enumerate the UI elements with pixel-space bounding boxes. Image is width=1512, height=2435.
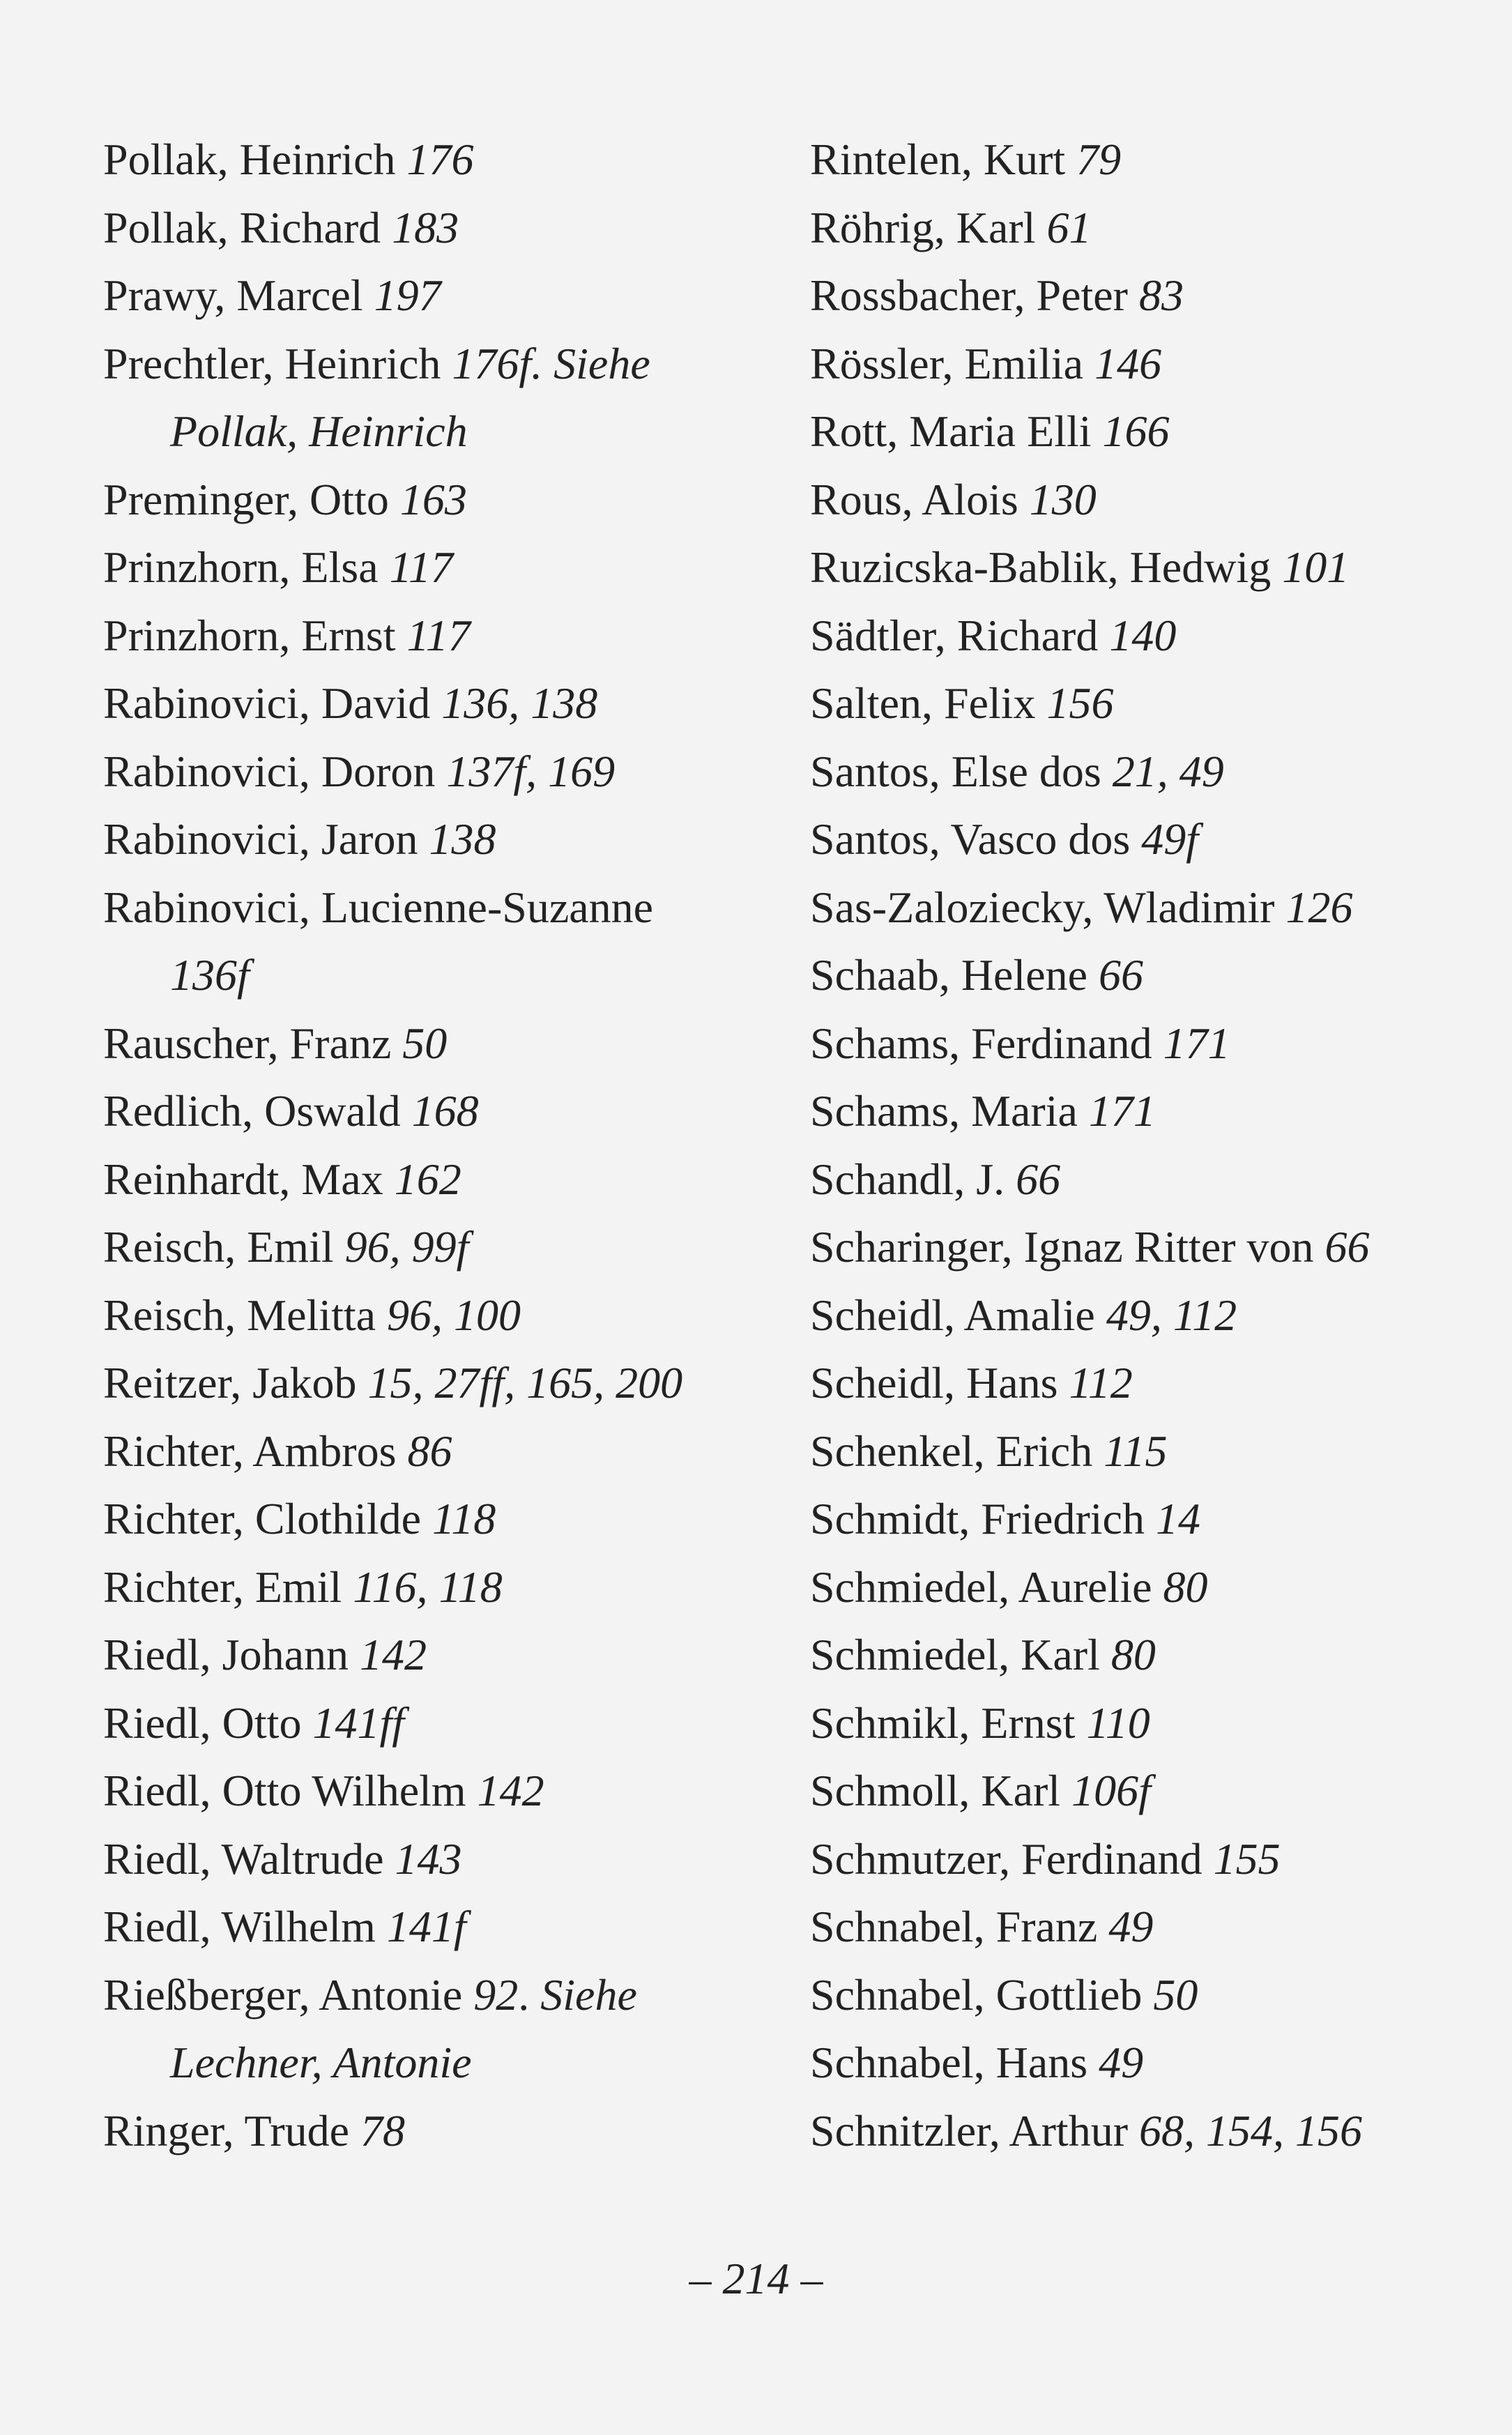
entry-name: Reinhardt, Max xyxy=(103,1154,383,1204)
entry-name: Schnabel, Gottlieb xyxy=(810,1969,1143,2020)
index-entry xyxy=(810,1077,1472,1145)
index-entry xyxy=(103,261,765,330)
entry-name: Prinzhorn, Elsa xyxy=(103,542,379,592)
entry-pages: 130 xyxy=(1029,474,1097,524)
entry-pages: 101 xyxy=(1282,542,1350,592)
page-number: – 214 – xyxy=(689,2254,823,2303)
index-entry xyxy=(810,125,1472,194)
entry-pages: 142 xyxy=(477,1766,544,1815)
index-entry xyxy=(810,1485,1472,1553)
entry-name: Prechtler, Heinrich xyxy=(103,338,441,388)
index-entry xyxy=(810,194,1472,262)
index-entry xyxy=(810,397,1472,466)
entry-pages: 50 xyxy=(402,1018,448,1068)
entry-name: Richter, Emil xyxy=(103,1562,342,1612)
entry-continuation: Pollak, Heinrich xyxy=(170,406,468,456)
entry-name: Riedl, Otto xyxy=(103,1697,302,1748)
entry-name: Pollak, Heinrich xyxy=(103,135,396,184)
index-entry xyxy=(810,1281,1472,1350)
index-entry xyxy=(103,1825,765,1893)
entry-pages: 143 xyxy=(395,1833,462,1884)
entry-pages: 183 xyxy=(392,202,459,252)
entry-pages: 14 xyxy=(1155,1494,1200,1543)
entry-name: Röhrig, Karl xyxy=(810,202,1036,252)
entry-name: Scharinger, Ignaz Ritter von xyxy=(810,1222,1314,1272)
entry-name: Richter, Clothilde xyxy=(103,1494,422,1543)
entry-name: Scheidl, Hans xyxy=(810,1358,1058,1407)
entry-punctuation: . xyxy=(518,1969,530,2020)
entry-name: Riedl, Wilhelm xyxy=(103,1902,376,1951)
entry-name: Richter, Ambros xyxy=(103,1426,397,1476)
index-entry xyxy=(810,1417,1472,1486)
entry-name: Schams, Ferdinand xyxy=(810,1018,1152,1068)
entry-pages: 136, 138 xyxy=(441,678,598,728)
entry-name: Rabinovici, Lucienne-Suzanne xyxy=(103,882,654,932)
entry-name: Rabinovici, David xyxy=(103,678,431,728)
entry-name: Schmikl, Ernst xyxy=(810,1697,1076,1748)
entry-name: Ringer, Trude xyxy=(103,2105,350,2155)
entry-pages: 171 xyxy=(1163,1018,1230,1068)
entry-pages: 106f xyxy=(1071,1766,1151,1815)
entry-pages: 146 xyxy=(1094,338,1162,388)
entry-pages: 126 xyxy=(1285,882,1353,932)
entry-pages: 49 xyxy=(1108,1902,1154,1951)
entry-name: Schandl, J. xyxy=(810,1154,1005,1204)
entry-name: Reisch, Emil xyxy=(103,1222,334,1272)
index-entry xyxy=(810,738,1472,806)
entry-name: Riedl, Johann xyxy=(103,1630,349,1679)
index-entry xyxy=(103,466,765,534)
index-entry xyxy=(810,1621,1472,1689)
entry-name: Rossbacher, Peter xyxy=(810,270,1128,320)
entry-pages: 78 xyxy=(360,2105,406,2155)
index-entry xyxy=(103,1485,765,1553)
entry-pages: 176f. xyxy=(452,338,543,388)
entry-name: Rott, Maria Elli xyxy=(810,406,1092,456)
entry-pages: 15, 27ff, 165, 200 xyxy=(367,1358,683,1407)
entry-pages: 49, 112 xyxy=(1106,1290,1237,1340)
index-entry xyxy=(103,1213,765,1281)
entry-see-reference: Siehe xyxy=(540,1969,637,2020)
entry-pages: 96, 100 xyxy=(387,1290,521,1340)
index-entry xyxy=(103,1553,765,1621)
index-entry xyxy=(103,669,765,738)
entry-name: Ruzicska-Bablik, Hedwig xyxy=(810,542,1272,592)
entry-pages: 80 xyxy=(1163,1562,1208,1612)
entry-name: Santos, Vasco dos xyxy=(810,814,1131,864)
index-entry xyxy=(103,1893,765,1961)
index-entry xyxy=(810,669,1472,738)
entry-pages: 176 xyxy=(406,135,474,184)
index-entry xyxy=(810,466,1472,534)
entry-name: Reisch, Melitta xyxy=(103,1290,376,1340)
index-entry xyxy=(103,1281,765,1350)
entry-pages: 79 xyxy=(1076,135,1122,184)
entry-name: Schnitzler, Arthur xyxy=(810,2105,1128,2155)
entry-name: Rintelen, Kurt xyxy=(810,135,1066,184)
entry-name: Prinzhorn, Ernst xyxy=(103,610,396,660)
index-entry xyxy=(103,805,765,873)
index-entry xyxy=(810,1009,1472,1078)
entry-pages: 118 xyxy=(432,1494,496,1543)
entry-name: Schenkel, Erich xyxy=(810,1426,1093,1476)
index-entry xyxy=(103,1077,765,1145)
entry-pages: 137f, 169 xyxy=(446,746,616,796)
entry-pages: 92 xyxy=(473,1969,519,2020)
index-entry xyxy=(810,533,1472,602)
entry-pages: 49f xyxy=(1141,814,1199,864)
entry-name: Schmiedel, Karl xyxy=(810,1630,1100,1679)
entry-name: Rießberger, Antonie xyxy=(103,1969,463,2020)
index-entry xyxy=(103,1757,765,1825)
entry-name: Sas-Zaloziecky, Wladimir xyxy=(810,882,1275,932)
entry-pages: 171 xyxy=(1088,1086,1156,1136)
entry-pages: 86 xyxy=(407,1426,452,1476)
entry-continuation: 136f xyxy=(170,950,250,1000)
entry-pages: 141ff xyxy=(312,1697,404,1748)
entry-pages: 197 xyxy=(374,270,441,320)
index-entry xyxy=(103,1009,765,1078)
entry-pages: 168 xyxy=(411,1086,479,1136)
entry-pages: 83 xyxy=(1138,270,1184,320)
entry-name: Scheidl, Amalie xyxy=(810,1290,1095,1340)
entry-pages: 166 xyxy=(1102,406,1170,456)
entry-name: Schnabel, Franz xyxy=(810,1902,1098,1951)
index-entry xyxy=(810,873,1472,942)
index-entry xyxy=(103,2097,765,2165)
index-entry xyxy=(103,330,765,466)
entry-name: Redlich, Oswald xyxy=(103,1086,401,1136)
entry-pages: 66 xyxy=(1016,1154,1061,1204)
entry-pages: 117 xyxy=(389,542,453,592)
index-entry xyxy=(810,1825,1472,1893)
entry-pages: 155 xyxy=(1213,1833,1281,1884)
entry-pages: 112 xyxy=(1069,1358,1133,1407)
entry-name: Schmoll, Karl xyxy=(810,1766,1061,1815)
index-entry xyxy=(810,2029,1472,2097)
index-entry xyxy=(810,602,1472,670)
entry-pages: 140 xyxy=(1109,610,1177,660)
entry-pages: 21, 49 xyxy=(1112,746,1224,796)
entry-name: Rous, Alois xyxy=(810,474,1018,524)
index-entry xyxy=(103,1689,765,1757)
entry-name: Rabinovici, Jaron xyxy=(103,814,418,864)
index-entry xyxy=(103,533,765,602)
index-entry xyxy=(103,1349,765,1417)
entry-name: Rabinovici, Doron xyxy=(103,746,436,796)
index-entry xyxy=(810,1893,1472,1961)
index-entry xyxy=(810,2097,1472,2165)
entry-pages: 61 xyxy=(1046,202,1092,252)
entry-pages: 49 xyxy=(1099,2038,1144,2087)
entry-name: Schams, Maria xyxy=(810,1086,1078,1136)
entry-name: Schaab, Helene xyxy=(810,950,1088,1000)
entry-name: Schmiedel, Aurelie xyxy=(810,1562,1152,1612)
entry-pages: 66 xyxy=(1324,1222,1370,1272)
index-entry xyxy=(810,941,1472,1009)
entry-name: Schmidt, Friedrich xyxy=(810,1494,1145,1543)
entry-name: Schnabel, Hans xyxy=(810,2038,1088,2087)
entry-name: Schmutzer, Ferdinand xyxy=(810,1833,1202,1884)
entry-pages: 80 xyxy=(1110,1630,1156,1679)
entry-pages: 115 xyxy=(1104,1426,1168,1476)
index-entry xyxy=(810,1145,1472,1214)
index-column-left xyxy=(103,125,765,2165)
entry-name: Rauscher, Franz xyxy=(103,1018,392,1068)
index-entry xyxy=(810,1553,1472,1621)
entry-name: Rössler, Emilia xyxy=(810,338,1084,388)
entry-name: Pollak, Richard xyxy=(103,202,381,252)
entry-pages: 156 xyxy=(1046,678,1114,728)
entry-name: Sädtler, Richard xyxy=(810,610,1099,660)
index-entry xyxy=(103,194,765,262)
index-entry xyxy=(810,1213,1472,1281)
index-entry xyxy=(103,1621,765,1689)
entry-name: Preminger, Otto xyxy=(103,474,389,524)
entry-pages: 110 xyxy=(1086,1697,1150,1748)
entry-pages: 141f xyxy=(386,1902,466,1951)
entry-pages: 162 xyxy=(394,1154,461,1204)
index-entry xyxy=(103,1961,765,2097)
entry-see-reference: Siehe xyxy=(553,338,650,388)
entry-name: Santos, Else dos xyxy=(810,746,1101,796)
index-column-right xyxy=(810,125,1472,2165)
entry-pages: 142 xyxy=(359,1630,427,1679)
entry-pages: 68, 154, 156 xyxy=(1139,2105,1362,2155)
entry-name: Riedl, Waltrude xyxy=(103,1833,384,1884)
index-entry xyxy=(103,125,765,194)
index-entry xyxy=(103,873,765,1009)
index-entry xyxy=(810,261,1472,330)
entry-name: Riedl, Otto Wilhelm xyxy=(103,1766,466,1815)
index-entry xyxy=(810,805,1472,873)
entry-name: Prawy, Marcel xyxy=(103,270,363,320)
index-entry xyxy=(103,1417,765,1486)
entry-pages: 96, 99f xyxy=(344,1222,469,1272)
index-entry xyxy=(103,1145,765,1214)
entry-pages: 138 xyxy=(429,814,496,864)
index-entry xyxy=(103,738,765,806)
entry-pages: 117 xyxy=(406,610,471,660)
index-entry xyxy=(810,1961,1472,2029)
index-entry xyxy=(103,602,765,670)
index-entry xyxy=(810,330,1472,398)
index-entry xyxy=(810,1757,1472,1825)
entry-name: Salten, Felix xyxy=(810,678,1036,728)
entry-pages: 163 xyxy=(399,474,467,524)
index-entry xyxy=(810,1689,1472,1757)
entry-pages: 50 xyxy=(1153,1969,1198,2020)
entry-pages: 66 xyxy=(1099,950,1144,1000)
entry-name: Reitzer, Jakob xyxy=(103,1358,357,1407)
entry-pages: 116, 118 xyxy=(353,1562,503,1612)
index-entry xyxy=(810,1349,1472,1417)
entry-continuation: Lechner, Antonie xyxy=(170,2038,472,2087)
